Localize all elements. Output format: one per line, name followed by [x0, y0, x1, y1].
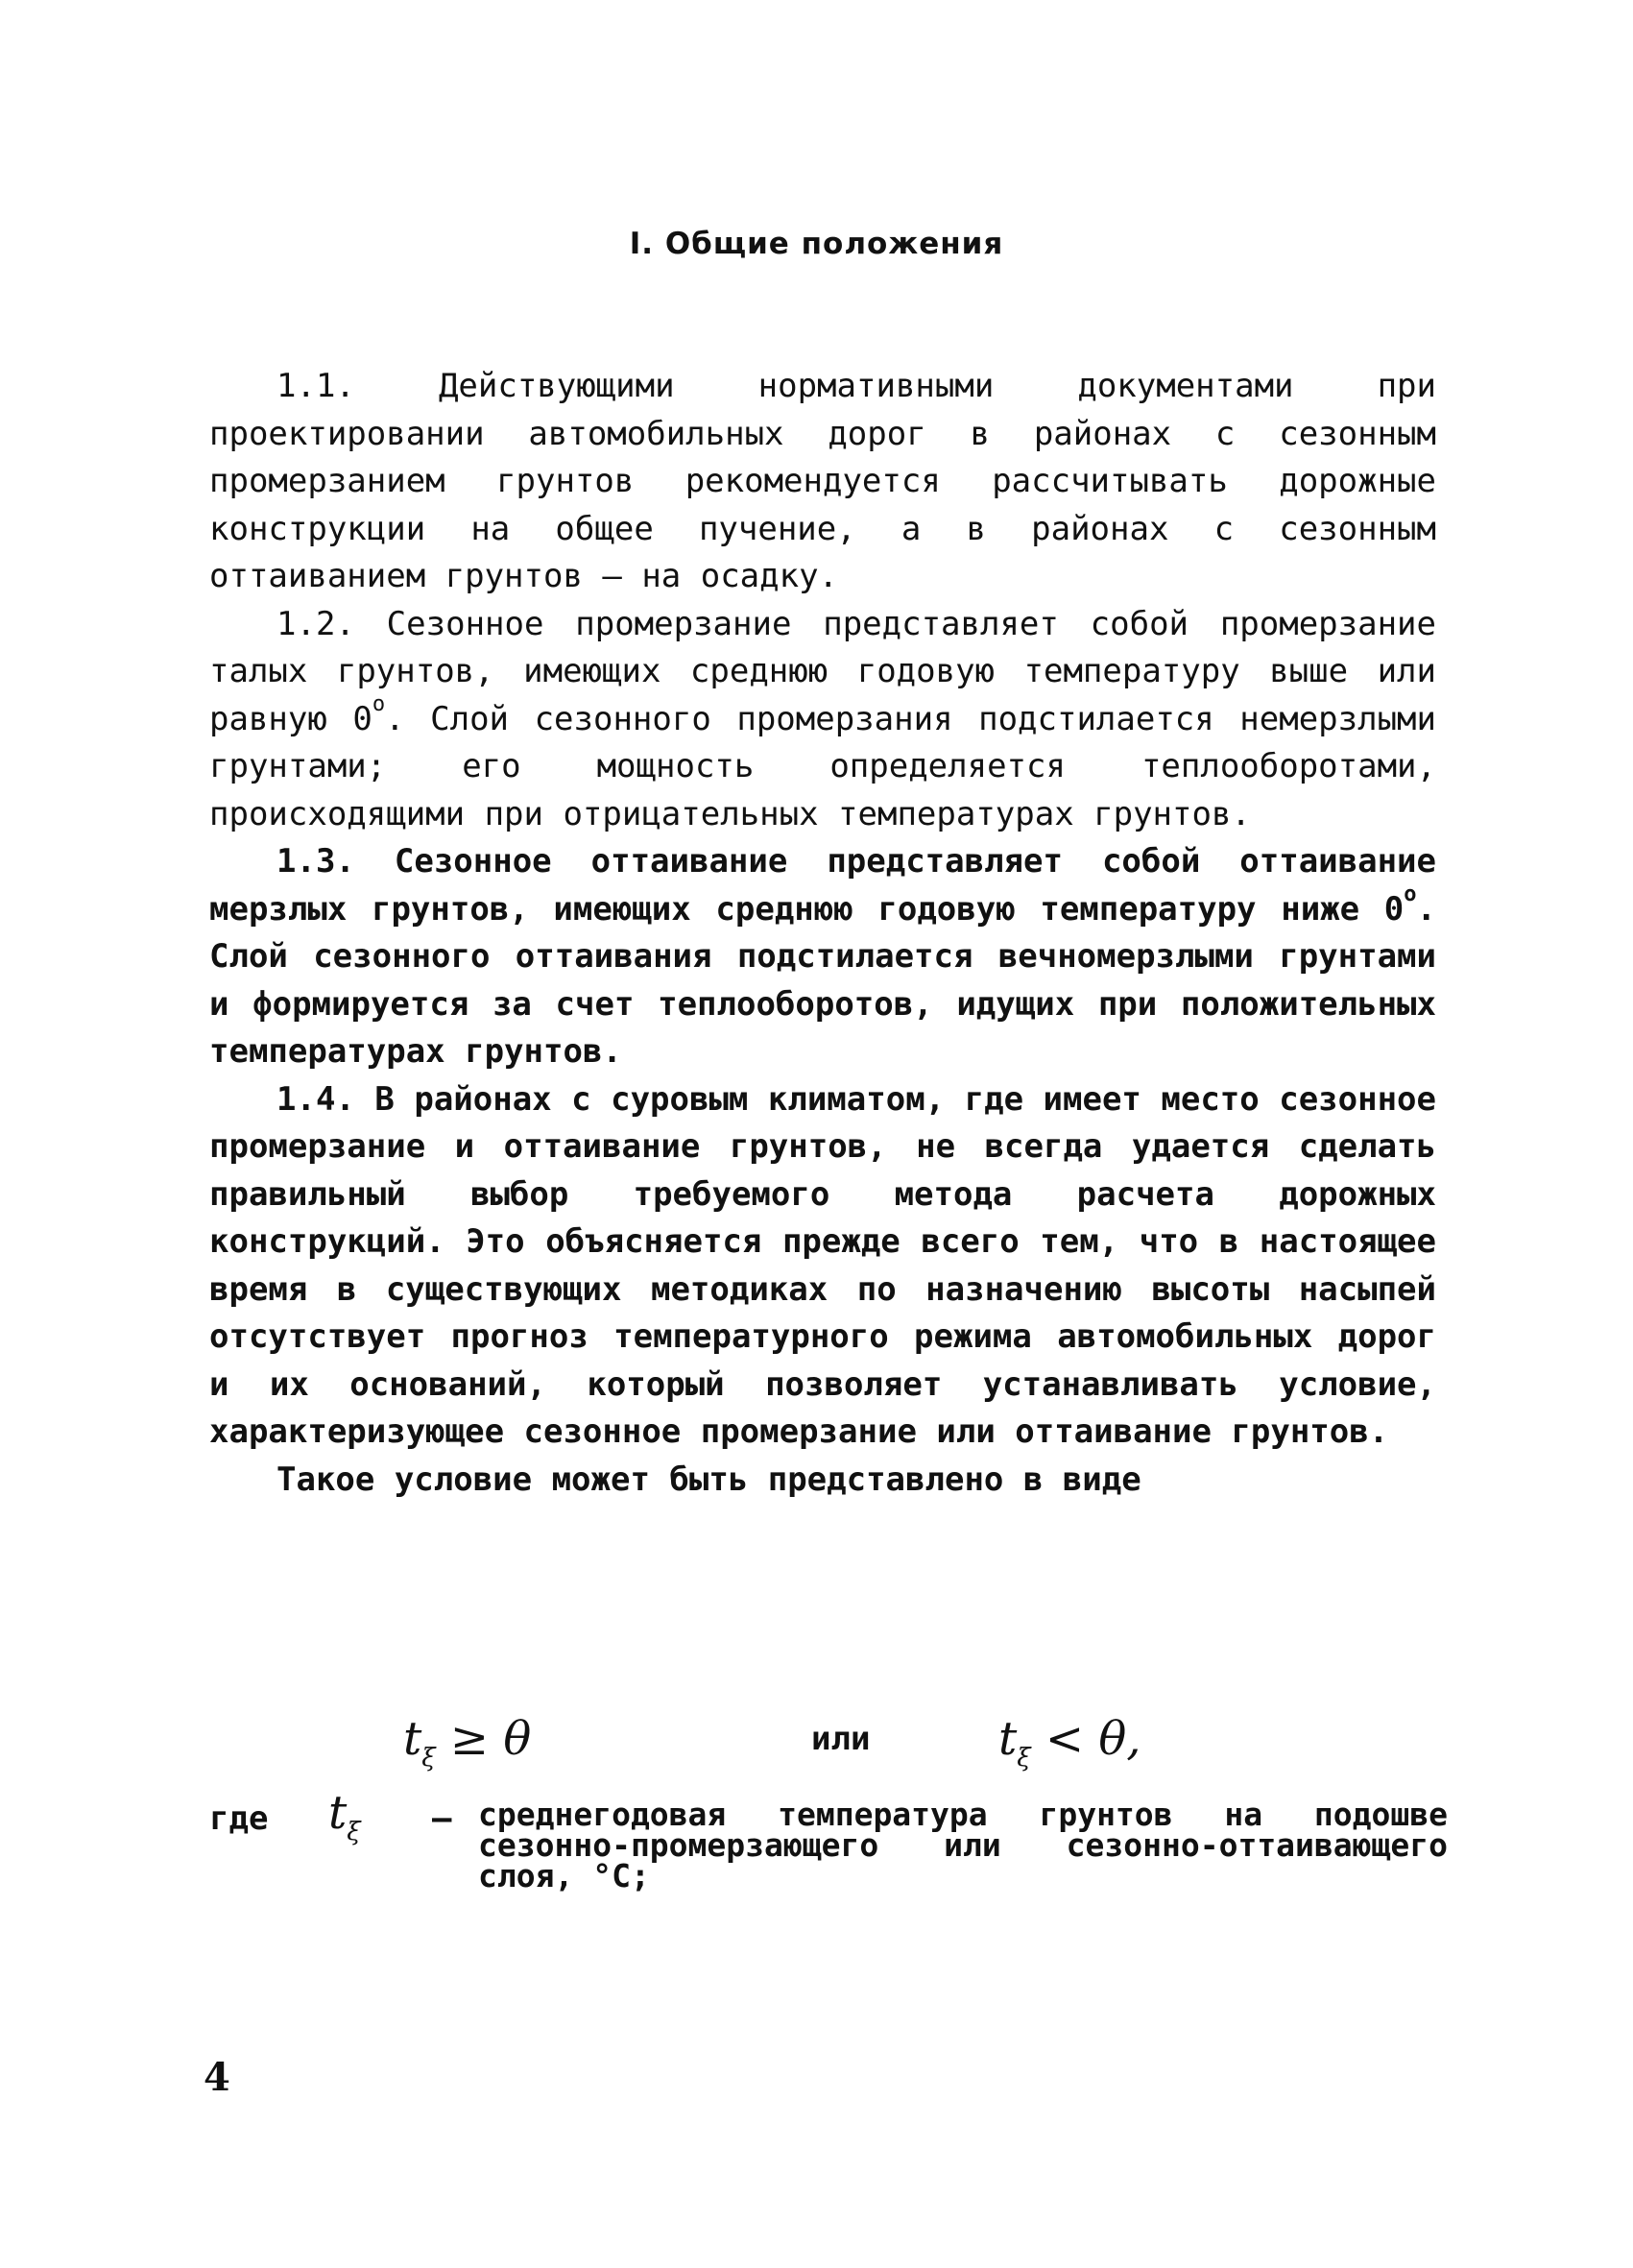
paragraph-1-3 [209, 838, 1436, 1076]
formula-right-sub: ξ [1017, 1744, 1031, 1773]
formula-left-sub: ξ [421, 1744, 436, 1773]
formula-left [403, 1712, 531, 1773]
paragraph-1-1: 1.1. Действующими нормативными документами при проектировании автомобильных дорог в районах с сезонным промерзанием грунтов рекомендуется рассчитывать дорожные конструкции на общее пучение, а в районах с сезонным оттаиванием грунтов – на осадку. [209, 367, 1436, 595]
degree-mark: о [372, 691, 386, 716]
symbol-definition [209, 1786, 1448, 1928]
formula-right-op: < θ, [1045, 1712, 1141, 1766]
paragraph-1-3-before: 1.3. Сезонное оттаивание представляет собой оттаивание мерзлых грунтов, имеющих среднюю годовую температуру ниже 0 [209, 842, 1436, 929]
formula-connector: или [811, 1720, 871, 1758]
formula-left-op: ≥ θ [449, 1712, 532, 1766]
definition-dash: – [432, 1799, 452, 1838]
formula-right [998, 1712, 1141, 1773]
definition-text: среднегодовая температура грунтов на подошве сезонно-промерзающего или сезонно-оттаивающего слоя, °С; [478, 1796, 1448, 1894]
formula-right-var: t [998, 1712, 1018, 1766]
definition-symbol-sub: ξ [347, 1818, 361, 1846]
paragraph-condition: Такое условие может быть представлено в виде [276, 1460, 1141, 1499]
definition-symbol [328, 1786, 361, 1846]
section-title: I. Общие положения [629, 227, 1004, 261]
definition-where: где [209, 1799, 269, 1838]
paragraph-1-2 [209, 601, 1436, 839]
condition-formula [0, 1712, 1633, 1779]
definition-symbol-var: t [328, 1786, 348, 1840]
paragraph-1-2-before: 1.2. Сезонное промерзание представляет собой промерзание талых грунтов, имеющих среднюю годовую температуру выше или равную 0 [209, 604, 1436, 738]
paragraph-1-4: 1.4. В районах с суровым климатом, где имеет место сезонное промерзание и оттаивание грунтов, не всегда удается сделать правильный выбор требуемого метода расчета дорожных конструкций. Это объясняется прежде всего тем, что в настоящее время в существующих методиках по назначению высоты насыпей отсутствует прогноз температурного режима автомобильных дорог и их оснований, который позволяет устанавливать условие, характеризующее сезонное промерзание или оттаивание грунтов. [209, 1079, 1436, 1451]
formula-left-var: t [403, 1712, 422, 1766]
body-text [209, 363, 1436, 1504]
paragraph-1-2-after: . Слой сезонного промерзания подстилается немерзлыми грунтами; его мощность определяется теплооборотами, происходящими при отрицательных температурах грунтов. [209, 699, 1436, 833]
paragraph-1-3-after: . Слой сезонного оттаивания подстилается вечномерзлыми грунтами и формируется за счет теплооборотов, идущих при положительных температурах грунтов. [209, 889, 1436, 1071]
degree-mark: о [1404, 881, 1417, 906]
page-number: 4 [204, 2055, 230, 2100]
